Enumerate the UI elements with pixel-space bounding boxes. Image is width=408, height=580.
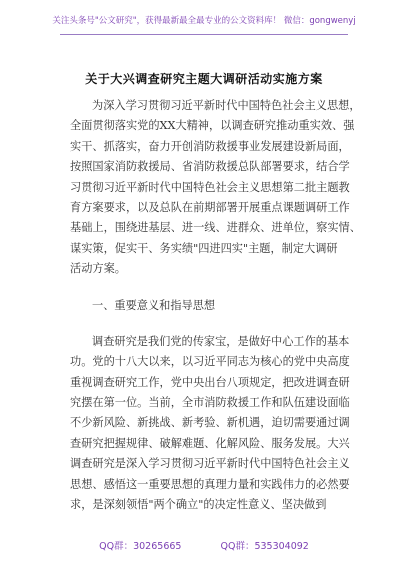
- footer-qq-group-2: QQ群：535304092: [220, 541, 309, 552]
- text-line: 重视调查研究工作，党中央出台八项规定，把改进调查研: [70, 375, 350, 389]
- text-line: 功。党的十八大以来，以习近平同志为核心的党中央高度: [70, 355, 350, 369]
- text-line: 不少新风险、新挑战、新考验、新机遇，迫切需要通过调: [70, 416, 350, 430]
- text-line: 活动方案。: [70, 262, 126, 276]
- paragraph-intro: [70, 96, 361, 280]
- section-heading-text: 一、重要意义和指导思想: [92, 298, 216, 312]
- text-line: 实干、抓落实，奋力开创消防救援事业发展建设新局面，: [70, 139, 350, 153]
- document-title: 关于大兴调查研究主题大调研活动实施方案: [85, 72, 323, 86]
- paragraph-significance: [70, 332, 350, 516]
- text-line: 求，是深刻领悟"两个确立"的决定性意义、坚决做到: [70, 498, 327, 512]
- text-line: 按照国家消防救援局、省消防救援总队部署要求，结合学: [70, 160, 350, 174]
- footer-qq-group-1: QQ群：30265665: [99, 541, 182, 552]
- page-footer: [0, 538, 408, 552]
- text-line: 为深入学习贯彻习近平新时代中国特色社会主义思想，: [92, 99, 361, 112]
- text-line: 调查研究是深入学习贯彻习近平新时代中国特色社会主义: [70, 457, 350, 471]
- text-line: 究摆在第一位。当前，全市消防救援工作和队伍建设面临: [70, 396, 350, 410]
- text-line: 调查研究是我们党的传家宝，是做好中心工作的基本: [92, 334, 350, 348]
- paragraph-gap: [70, 280, 342, 296]
- text-line: 基础上，围绕进基层、进一线、进群众、进单位，察实情、: [70, 221, 361, 235]
- header-divider: [60, 34, 348, 35]
- text-line: 育方案要求，以及总队在前期部署开展重点课题调研工作: [70, 200, 350, 214]
- paragraph-gap: [70, 316, 342, 332]
- page-header-banner: 关注头条号"公文研究"，获得最新最全最专业的公文资料库！ 微信：gongwenyj: [52, 16, 356, 26]
- text-line: 习贯彻习近平新时代中国特色社会主义思想第二批主题教: [70, 180, 350, 194]
- document-body: [70, 96, 361, 515]
- text-line: 查研究把握规律、破解难题、化解风险、服务发展。大兴: [70, 436, 350, 450]
- text-line: 思想、感悟这一重要思想的真理力量和实践伟力的必然要: [70, 477, 350, 491]
- section-heading: [70, 296, 342, 316]
- text-line: 全面贯彻落实党的XX大精神，以调查研究推动重实效、强: [70, 119, 355, 133]
- text-line: 谋实策，促实干、务实绩"四进四实"主题，制定大调研: [70, 241, 338, 255]
